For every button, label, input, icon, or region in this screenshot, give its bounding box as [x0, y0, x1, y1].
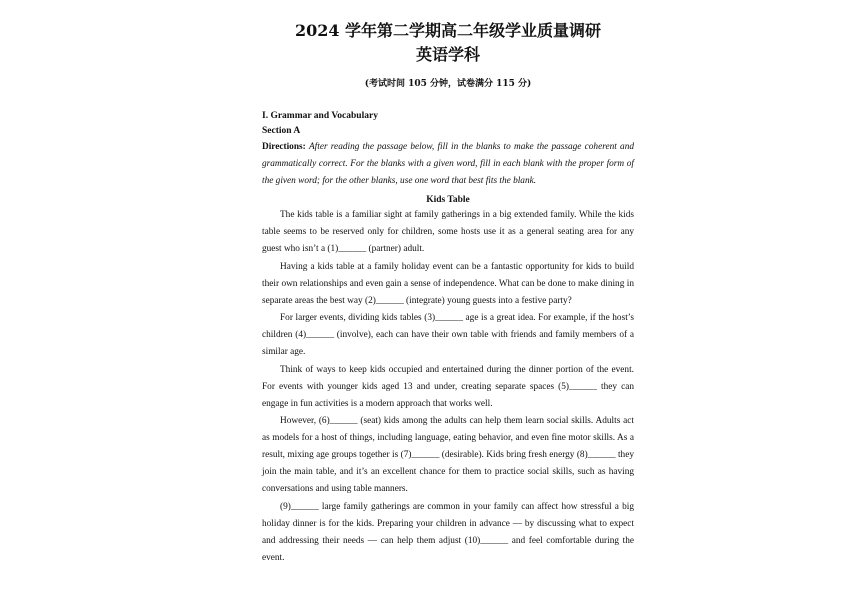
passage-paragraph: Think of ways to keep kids occupied and entertained during the dinner portion of the event. For events with younger kids aged 13 and under, creating separate spaces (5)______ they can engage in fun activities is a modern approach that works well. — [262, 364, 634, 409]
passage-paragraph: The kids table is a familiar sight at family gatherings in a big extended family. While the kids table seems to be reserved only for children, some hosts use it as a general seating area for any guest who isn’t a (1)______ (partner) adult. — [262, 210, 634, 255]
exam-page — [262, 20, 634, 609]
section-heading: Section A — [262, 126, 301, 136]
directions-text: After reading the passage below, fill in the blanks to make the passage coherent and grammatically correct. For the blanks with a given word, fill in each blank with the proper form of the given word; for the other blanks, use one word that best fits the blank. — [262, 142, 634, 186]
passage-paragraph: However, (6)______ (seat) kids among the adults can help them learn social skills. Adults act as models for a host of things, including language, eating behavior, and even fine motor skills. As a result, mixing age groups together is (7)______ (desirable). Kids bring fresh energy (8)______ they join the main table, and it’s an excellent chance for them to practice social skills, such as having conversations and using table manners. — [262, 416, 634, 495]
directions-lead: Directions: — [262, 142, 306, 152]
directions — [262, 139, 634, 189]
exam-title: 2024 学年第二学期高二年级学业质量调研 — [294, 21, 602, 40]
passage-title: Kids Table — [426, 195, 470, 206]
subject-title: 英语学科 — [415, 45, 480, 64]
exam-note: (考试时间 105 分钟，试卷满分 115 分) — [364, 79, 532, 89]
passage-paragraph: For larger events, dividing kids tables (3)______ age is a great idea. For example, if the host’s children (4)______ (involve), each can have their own table with friends and family members of a similar age. — [262, 313, 634, 358]
part-heading: I. Grammar and Vocabulary — [262, 111, 378, 121]
passage-paragraph: Having a kids table at a family holiday event can be a fantastic opportunity for kids to build their own relationships and even gain a sense of independence. What can be done to make dining in separate areas the best way (2)______ (integrate) young guests into a festive party? — [262, 261, 634, 306]
passage-paragraph: (9)______ large family gatherings are common in your family can affect how stressful a big holiday dinner is for the kids. Preparing your children in advance — by discussing what to expect and addressing their needs — can help them adjust (10)______ and feel comfortable during the event. — [262, 501, 634, 563]
